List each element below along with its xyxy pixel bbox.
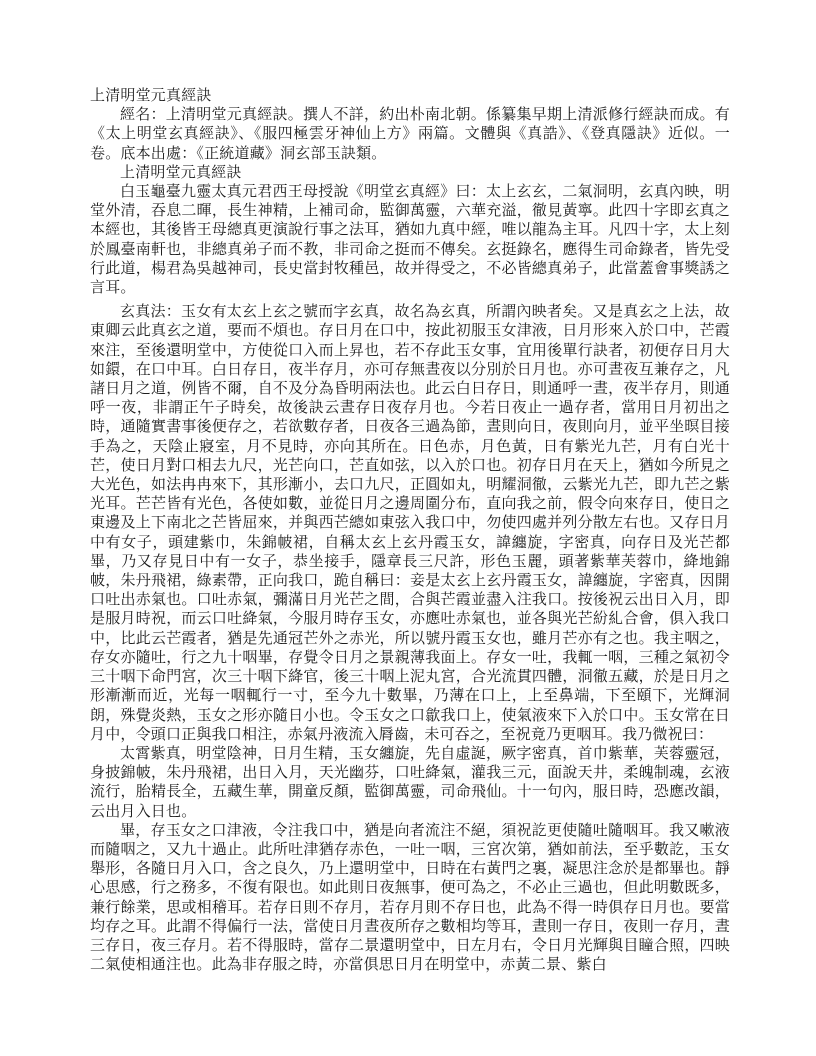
incantation-paragraph: 太霄紫真，明堂陰神，日月生精，玉女纏旋，先自虛誕，厥字密真，首巾紫華，芙蓉靈冠，身披錦帔，朱丹飛裙，出日入月，天光幽芬，口吐絳氣，灌我三元，面說天井，柔魄制魂，玄液流行，胎精長全，五藏生華，開童反顏，監御萬靈，司命飛仙。十一句內，服日時，恐應改韻，云出月入日也。 <box>90 743 730 820</box>
preface-paragraph: 白玉龜臺九靈太真元君西王母授說《明堂玄真經》曰：太上玄玄，二氣洞明，玄真內映，明堂外清，吞息二暉，長生神精，上補司命，監御萬靈，六華充溢，徹見黃寧。此四十字即玄真之本經也，其後皆王母總真更演說行事之法耳，猶如九真中經，唯以龍為主耳。凡四十字，太上刻於鳳臺南軒也，非總真弟子而不教，非司命之挺而不傳矣。玄挺錄名，應得生司命錄者，皆先受行此道，楊君為吳越神司，長史當封牧種邑，故并得受之，不必皆總真弟子，此當蓋會事獎誘之言耳。 <box>90 182 730 297</box>
closing-paragraph: 畢，存玉女之口津液，令注我口中，猶是向者流注不絕，須祝訖更使隨吐隨咽耳。我又嗽液而隨咽之，又九十過止。此所吐津猶存赤色，一吐一咽，三宮次第，猶如前法，至乎數訖，玉女舉形，各隨日月入口，含之良久，乃上還明堂中，日時在右黃門之裏，凝思注念於是都畢也。靜心思感，行之務多，不復有限也。如此則日夜無事，便可為之，不必止三過也，但此明數既多，兼行餘業，思或相稽耳。若存日則不存月，若存月則不存日也，此為不得一時俱存日月也。要當均存之耳。此謂不得偏行一法，當使日月晝夜所存之數相均等耳，晝則一存日，夜則一存月，晝三存日，夜三存月。若不得服時，當存二景還明堂中，日左月右，令日月光輝與目瞳合照，四映二氣使相通注也。此為非存服之時，亦當俱思日月在明堂中，赤黃二景、紫白 <box>90 820 730 974</box>
inner-title: 上清明堂元真經訣 <box>120 162 242 181</box>
colophon-paragraph: 經名：上清明堂元真經訣。撰人不詳，約出朴南北朝。係纂集早期上清派修行經訣而成。有《太上明堂玄真經訣》、《服四極雲牙神仙上方》兩篇。文體與《真誥》、《登真隱訣》近似。一卷。底本出處：《正統道藏》洞玄部玉訣類。 <box>90 105 730 162</box>
method-paragraph: 玄真法：玉女有太玄上玄之號而字玄真，故名為玄真，所謂內映者矣。又是真玄之上法，故東卿云此真玄之道，要而不煩也。存日月在口中，按此初服玉女津液，日月形來入於口中，芒霞來注，至後還明堂中，方使從口入而上昇也，若不存此玉女事，宜用後單行訣者，初便存日月大如鐶，在口中耳。白日存日，夜半存月，亦可存無晝夜以分別於日月也。亦可晝夜互兼存之，凡諸日月之道，例皆不爾，自不及分為昏明兩法也。此云白日存日，則通呼一晝，夜半存月，則通呼一夜，非謂正午子時矣，故後訣云晝存日夜存月也。今若日夜止一過存者，當用日月初出之時，通隨實書事後便存之，若欲數存者，日夜各三過為節，晝則向日，夜則向月，並平坐暝目接手為之，天陰止寢室，月不見時，亦向其所在。日色赤，月色黃，日有紫光九芒，月有白光十芒，使日月對口相去九尺，光芒向口，芒直如弦，以入於口也。初存日月在天上，猶如今所見之大光色，如法冉冉來下，其形漸小，去口九尺，正圓如丸，明耀洞徹，云紫光九芒，即九芒之紫光耳。芒芒皆有光色，各使如數，並從日月之邊周圍分布，直向我之前，假令向來存日，使日之東邊及上下南北之芒皆屈來，并與西芒總如東弦入我口中，勿使四處并列分散左右也。又存日月中有女子，頭建紫巾，朱錦帔裙，自稱太玄上玄丹霞玉女，諱纏旋，字密真，向存日及光芒都畢，乃又存見日中有一女子，恭坐接手，隱章長三尺許，形色玉麗，頭著紫華芙蓉巾，絳地錦帔，朱丹飛裙，綠素帶，正向我口，跪自稱曰：妾是太玄上玄丹霞玉女，諱纏旋，字密真，因開口吐出赤氣也。口吐赤氣，彌滿日月光芒之間，合與芒霞並盡入注我口。按後祝云出日入月，即是服月時祝，而云口吐絳氣，今服月時存玉女，亦應吐赤氣也，並各與光芒紛糺合會，俱入我口中，比此云芒霞者，猶是先通冠芒外之赤光，所以號丹霞玉女也，雖月芒亦有之也。我主咽之，存女亦隨吐，行之九十咽畢，存覺令日月之景親薄我面上。存女一吐，我輒一咽，三種之氣初令三十咽下命門宮，次三十咽下絳官，後三十咽上泥丸宮，合光流貫四體，洞徹五藏，於是日月之形漸漸而近，光每一咽輒行一寸，至今九十數畢，乃薄在口上，上至鼻端，下至頤下，光輝洞朗，殊覺炎熱，玉女之形亦隨日小也。令玉女之口歙我口上，使氣液來下入於口中。玉女常在日月中，令頭口正與我口相注，赤氣丹液流入脣齒，未可吞之，至祝竟乃更咽耳。我乃微祝曰： <box>90 302 730 743</box>
document-title: 上清明堂元真經訣 <box>90 86 212 104</box>
document-page <box>90 86 730 974</box>
